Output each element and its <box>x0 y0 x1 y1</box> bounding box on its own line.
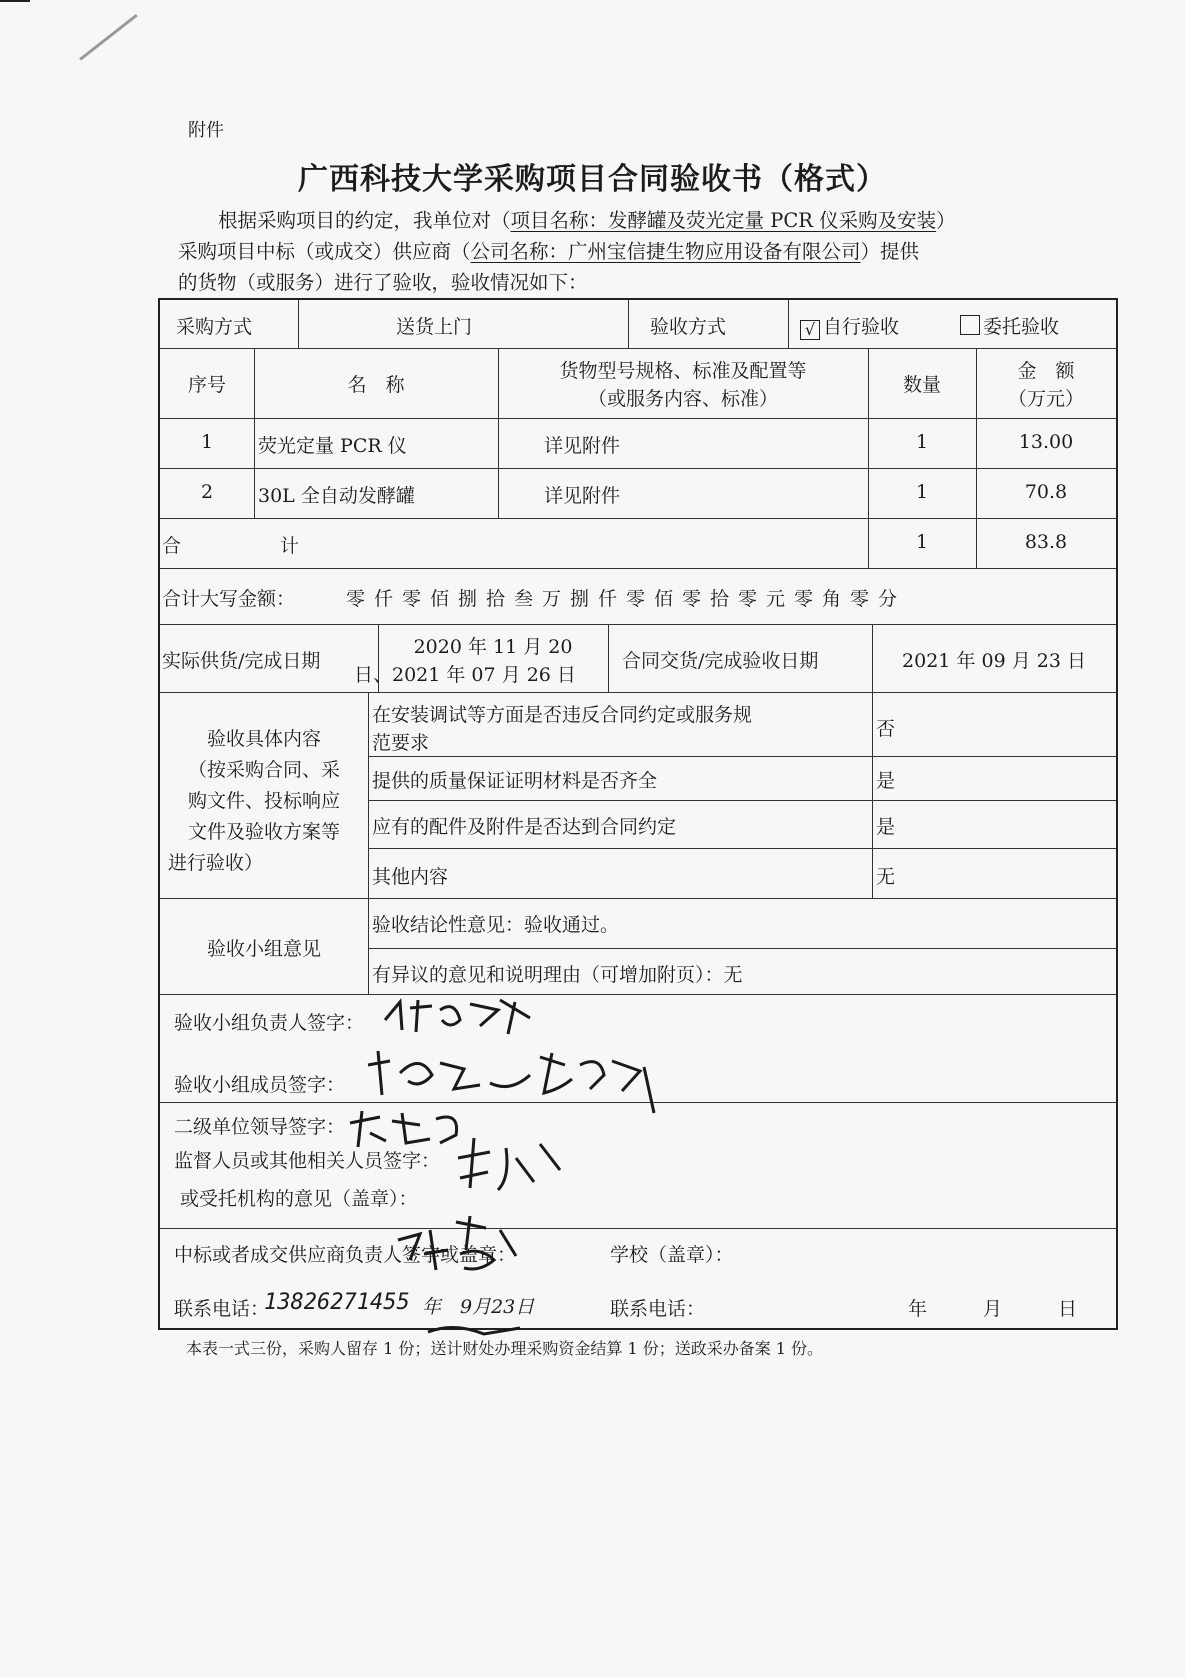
self-acceptance-option[interactable] <box>800 312 899 340</box>
opinion-label: 验收小组意见 <box>206 938 321 960</box>
document-title: 广西科技大学采购项目合同验收书（格式） <box>298 162 887 197</box>
total-qty: 1 <box>915 531 929 553</box>
content-label-line: 购文件、投标响应 <box>187 790 340 812</box>
rule <box>788 300 789 348</box>
method-value: 送货上门 <box>396 316 473 338</box>
check-1-question-line1: 在安装调试等方面是否违反合同约定或服务规 <box>372 704 753 726</box>
rule <box>628 300 629 348</box>
row2-qty: 1 <box>915 481 929 503</box>
supplier-phone-label: 联系电话： <box>174 1298 270 1320</box>
supervisor-handwritten-signature <box>450 1128 570 1198</box>
rule <box>160 418 1116 419</box>
row1-spec: 详见附件 <box>544 435 621 457</box>
amount-words-label: 合计大写金额： <box>162 588 296 610</box>
acceptance-method-label: 验收方式 <box>650 316 727 338</box>
rule <box>160 1228 1116 1229</box>
header-amount-line2: （万元） <box>1007 388 1084 410</box>
entrusted-acceptance-label: 委托验收 <box>983 316 1060 338</box>
rule <box>160 348 1116 349</box>
rule <box>368 756 1116 757</box>
check-4-question: 其他内容 <box>372 866 449 888</box>
row1-amount: 13.00 <box>1018 431 1074 453</box>
rule <box>872 692 873 898</box>
rule <box>368 800 1116 801</box>
rule <box>160 692 1116 693</box>
school-date: 年 月 日 <box>908 1298 1084 1320</box>
amount-words: 零仟零佰捌拾叁万捌仟零佰零拾零元零角零分 <box>346 588 907 610</box>
supervisor-signature-label: 监督人员或其他相关人员签字： <box>174 1150 441 1172</box>
corner-mark <box>0 0 30 2</box>
check-3-answer: 是 <box>876 816 896 838</box>
supplier-date-handwritten: 年 9月23日 <box>422 1296 535 1318</box>
rule <box>368 848 1116 849</box>
row1-no: 1 <box>200 431 214 453</box>
pen-scratch <box>79 14 138 61</box>
total-label-a: 合 <box>162 535 182 557</box>
content-label-line: 进行验收） <box>168 852 264 874</box>
acceptance-date-value: 2021 年 09 月 23 日 <box>902 650 1086 672</box>
self-acceptance-label: 自行验收 <box>823 316 900 338</box>
header-spec-line1: 货物型号规格、标准及配置等 <box>559 360 807 382</box>
check-3-question: 应有的配件及附件是否达到合同约定 <box>372 816 677 838</box>
rule <box>298 300 299 348</box>
members-signature-label: 验收小组成员签字： <box>174 1074 346 1096</box>
intro-text: 根据采购项目的约定，我单位对（ <box>218 209 511 232</box>
supply-date-label: 实际供货/完成日期 <box>162 650 321 672</box>
attachment-label: 附件 <box>188 120 224 141</box>
rule <box>368 692 369 994</box>
acceptance-form-table <box>158 298 1118 1330</box>
check-2-question: 提供的质量保证证明材料是否齐全 <box>372 770 658 792</box>
check-1-question-line2: 范要求 <box>372 732 430 754</box>
supply-date-line1: 2020 年 11 月 20 <box>413 636 573 658</box>
rule <box>160 994 1116 995</box>
school-phone-label: 联系电话： <box>610 1298 706 1320</box>
supplier-signature-label: 中标或者成交供应商负责人签字或盖章： <box>174 1244 517 1266</box>
total-amount: 83.8 <box>1024 531 1068 553</box>
header-spec-line2: （或服务内容、标准） <box>587 388 778 410</box>
rule <box>160 568 1116 569</box>
intro-line-2 <box>178 236 1098 267</box>
entrusted-acceptance-option[interactable] <box>960 312 1059 339</box>
row2-name: 30L 全自动发酵罐 <box>258 485 415 507</box>
footer-note: 本表一式三份，采购人留存 1 份；送计财处办理采购资金结算 1 份；送政采办备案 1 份。 <box>186 1339 824 1358</box>
supplier-phone-handwritten: 13826271455 <box>264 1290 410 1315</box>
opinion-conclusion: 验收结论性意见：验收通过。 <box>372 914 620 936</box>
rule <box>160 624 1116 625</box>
content-left-label <box>160 724 368 879</box>
rule <box>160 468 1116 469</box>
check-1-answer: 否 <box>876 718 896 740</box>
entrusted-opinion-label: 或受托机构的意见（盖章）： <box>180 1188 418 1210</box>
leader-handwritten-signature <box>380 990 540 1040</box>
opinion-objection: 有异议的意见和说明理由（可增加附页）：无 <box>372 964 743 986</box>
acceptance-date-label: 合同交货/完成验收日期 <box>622 650 819 672</box>
supplier-handwritten-signature <box>390 1210 530 1290</box>
row2-no: 2 <box>200 481 214 503</box>
intro-paragraph <box>178 205 1098 298</box>
intro-text: ） <box>936 209 956 232</box>
header-name: 名 称 <box>347 374 405 396</box>
row1-name: 荧光定量 PCR 仪 <box>258 435 407 457</box>
row1-qty: 1 <box>915 431 929 453</box>
total-label-b: 计 <box>280 535 300 557</box>
row2-amount: 70.8 <box>1024 481 1068 503</box>
school-seal-label: 学校（盖章）： <box>610 1244 734 1266</box>
method-label: 采购方式 <box>176 316 253 338</box>
project-name: 项目名称：发酵罐及荧光定量 PCR 仪采购及安装 <box>510 209 937 232</box>
intro-line-3: 的货物（或服务）进行了验收，验收情况如下： <box>178 271 588 294</box>
company-name: 公司名称：广州宝信捷生物应用设备有限公司 <box>470 240 861 263</box>
checkbox-checked-icon[interactable]: √ <box>800 320 820 340</box>
rule <box>368 948 1116 949</box>
check-2-answer: 是 <box>876 770 896 792</box>
check-4-answer: 无 <box>876 866 896 888</box>
rule <box>160 898 1116 899</box>
leader-signature-label: 验收小组负责人签字： <box>174 1012 365 1034</box>
supply-date-line2: 日、2021 年 07 月 26 日 <box>354 664 576 686</box>
rule <box>160 518 1116 519</box>
header-amount-line1: 金 额 <box>1017 360 1075 382</box>
content-label-line: （按采购合同、采 <box>187 759 340 781</box>
header-no: 序号 <box>187 374 226 396</box>
unit-leader-signature-label: 二级单位领导签字： <box>174 1116 346 1138</box>
intro-line-1 <box>178 205 1098 236</box>
rule <box>608 624 609 692</box>
header-qty: 数量 <box>902 374 941 396</box>
checkbox-empty-icon[interactable] <box>960 315 980 335</box>
intro-text: ）提供 <box>860 240 920 263</box>
row2-spec: 详见附件 <box>544 485 621 507</box>
content-label-line: 文件及验收方案等 <box>187 821 340 843</box>
intro-text: 采购项目中标（或成交）供应商（ <box>178 240 471 263</box>
content-label-line: 验收具体内容 <box>206 728 321 750</box>
